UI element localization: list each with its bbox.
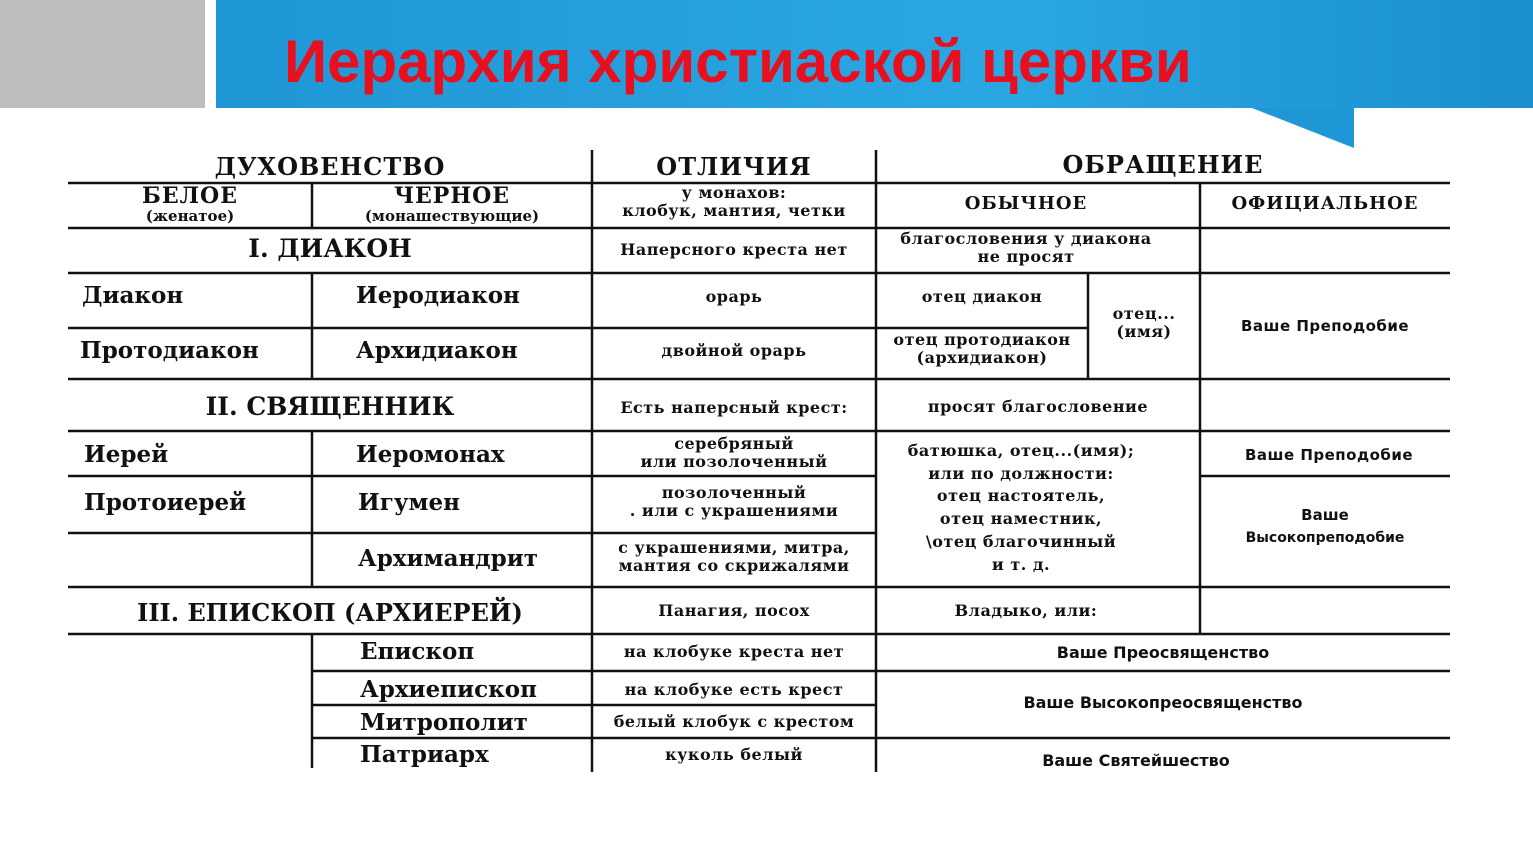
priest-diff-line2: или позолоченный xyxy=(640,451,828,471)
table-row-archpriest-black: Игумен xyxy=(358,489,460,516)
priest-ordinary-line6: и т. д. xyxy=(991,554,1051,574)
deacon-address-line2: не просят xyxy=(977,246,1075,266)
archimandrite-diff-line1: с украшениями, митра, xyxy=(618,538,850,557)
bishop-address-3: Ваше Святейшество xyxy=(1042,751,1230,770)
table-row-metropolitan-difference: белый клобук с крестом xyxy=(613,712,855,731)
protodeacon-ordinary-line2: (архидиакон) xyxy=(916,347,1048,367)
table-row-deacon-black: Иеродиакон xyxy=(356,282,520,309)
bishop-address-1: Ваше Преосвященство xyxy=(1056,643,1270,662)
deacon-father-name xyxy=(1088,305,1200,340)
priest-official-2 xyxy=(1200,501,1450,546)
deacon-official: Ваше Преподобие xyxy=(1240,317,1410,335)
table-row-deacon-white: Диакон xyxy=(82,282,184,309)
header-official: ОФИЦИАЛЬНОЕ xyxy=(1231,193,1419,214)
priest-diff-line1: серебряный xyxy=(674,434,794,453)
priest-official-2-line2: Высокопреподобие xyxy=(1245,529,1405,546)
archimandrite-diff-line2: мантия со скрижалями xyxy=(618,555,850,575)
table-row-bishop-black: Епископ xyxy=(360,638,475,665)
table-row-patriarch-difference: куколь белый xyxy=(665,745,803,764)
table-row-archbishop-black: Архиепископ xyxy=(360,676,537,703)
table-row-archimandrite-difference xyxy=(592,539,876,574)
table-row-priest-white: Иерей xyxy=(84,441,169,468)
header-monks-line1: у монахов: xyxy=(681,183,787,202)
table-row-protodeacon-white: Протодиакон xyxy=(80,337,259,364)
header-white-sub: (женатое) xyxy=(145,207,235,226)
priest-ordinary-address xyxy=(876,440,1166,576)
header-clergy: ДУХОВЕНСТВО xyxy=(214,152,446,181)
deacon-address xyxy=(876,230,1176,265)
header-black-label: ЧЕРНОЕ xyxy=(393,183,511,209)
table-row-protodeacon-black: Архидиакон xyxy=(356,337,518,364)
table-row-archimandrite-black: Архимандрит xyxy=(358,545,539,572)
priest-difference: Есть наперсный крест: xyxy=(620,398,848,417)
table-row-archpriest-difference xyxy=(592,484,876,519)
header-black-clergy xyxy=(312,184,592,225)
table-row-deacon-ordinary: отец диакон xyxy=(921,287,1043,306)
header-white-label: БЕЛОЕ xyxy=(142,183,238,209)
table-row-archpriest-white: Протоиерей xyxy=(84,489,247,516)
table-row-priest-difference xyxy=(592,435,876,470)
priest-address: просят благословение xyxy=(927,397,1149,416)
archpriest-diff-line1: позолоченный xyxy=(661,483,807,502)
header-monks-attributes xyxy=(592,184,876,219)
priest-ordinary-line5: \отец благочинный xyxy=(925,531,1117,551)
deacon-father-line1: отец... xyxy=(1112,304,1176,323)
table-row-deacon-difference: орарь xyxy=(705,287,763,306)
deacon-address-line1: благословения у диакона xyxy=(900,229,1152,248)
priest-ordinary-line4: отец наместник, xyxy=(939,509,1103,529)
priest-official-2-line1: Ваше xyxy=(1301,506,1349,524)
table-row-metropolitan-black: Митрополит xyxy=(360,709,528,736)
bishop-address-2: Ваше Высокопреосвященство xyxy=(1023,693,1303,712)
priest-ordinary-line1: батюшка, отец...(имя); xyxy=(907,441,1135,460)
priest-ordinary-line3: отец настоятель, xyxy=(936,486,1106,506)
table-row-priest-black: Иеромонах xyxy=(356,441,505,468)
slide-title: Иерархия христиаской церкви xyxy=(284,28,1192,95)
header-white-clergy xyxy=(68,184,312,225)
section-deacon-heading: I. ДИАКОН xyxy=(248,234,412,263)
table-row-bishop-difference: на клобуке креста нет xyxy=(623,642,845,661)
table-row-protodeacon-difference: двойной орарь xyxy=(661,341,807,360)
bishop-difference: Панагия, посох xyxy=(658,601,810,620)
section-bishop-heading: III. ЕПИСКОП (АРХИЕРЕЙ) xyxy=(137,598,523,627)
table-row-protodeacon-ordinary xyxy=(876,331,1088,366)
deacon-father-line2: (имя) xyxy=(1116,321,1172,341)
deacon-difference: Наперсного креста нет xyxy=(620,240,848,259)
priest-official-1: Ваше Преподобие xyxy=(1244,446,1414,464)
table-row-archbishop-difference: на клобуке есть крест xyxy=(624,680,844,699)
header-monks-line2: клобук, мантия, четки xyxy=(622,200,846,220)
header-ordinary: ОБЫЧНОЕ xyxy=(964,193,1088,214)
header-address: ОБРАЩЕНИЕ xyxy=(1062,150,1264,179)
bishop-address: Владыко, или: xyxy=(954,601,1098,620)
priest-ordinary-line2: или по должности: xyxy=(928,463,1114,483)
header-black-sub: (монашествующие) xyxy=(364,207,540,226)
table-row-patriarch-black: Патриарх xyxy=(360,741,489,768)
header-differences: ОТЛИЧИЯ xyxy=(656,152,812,181)
section-priest-heading: II. СВЯЩЕННИК xyxy=(205,392,455,421)
archpriest-diff-line2: . или с украшениями xyxy=(629,500,839,520)
protodeacon-ordinary-line1: отец протодиакон xyxy=(893,330,1071,349)
